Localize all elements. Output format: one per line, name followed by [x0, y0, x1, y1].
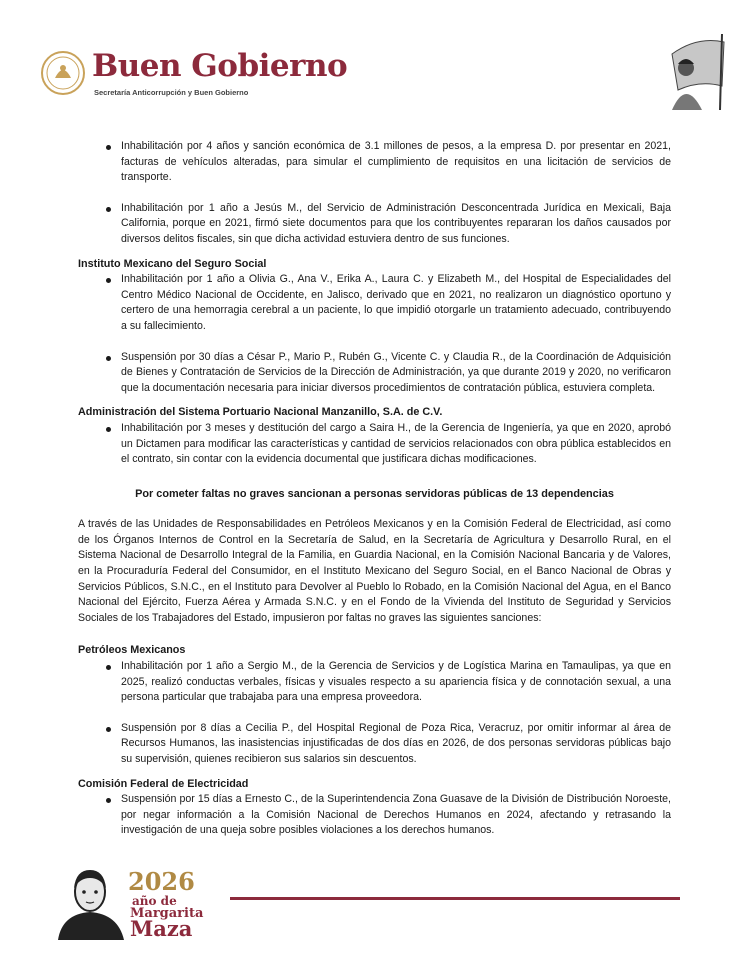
list-item: Inhabilitación por 4 años y sanción económica de 3.1 millones de pesos, a la empresa D. por presentar en 2021, facturas de vehículos alteradas, para simular el cumplimiento de requisitos en una licitación de servicios de transporte.: [78, 139, 671, 186]
woman-with-flag-illustration: [642, 24, 728, 110]
imss-list: [78, 272, 671, 396]
page-header: [40, 36, 720, 106]
cfe-list: [78, 792, 671, 839]
brand-title: Buen Gobierno: [92, 48, 348, 84]
bullet-icon: [106, 427, 111, 432]
spacer: [78, 706, 671, 721]
bullet-icon: [106, 356, 111, 361]
spacer: [78, 186, 671, 201]
section-heading-imss: Instituto Mexicano del Seguro Social: [78, 257, 267, 270]
list-item: Inhabilitación por 1 año a Sergio M., de la Gerencia de Servicios y de Logística Marina en Tamaulipas, ya que en 2025, realizó conductas verbales, físicas y visuales respecto a su apariencia física y de connotación sexual, a una persona particular que trabajaba para una empresa proveedora.: [78, 659, 671, 706]
bullet-icon: [106, 278, 111, 283]
margarita-maza-portrait: [50, 862, 130, 940]
list-item: Inhabilitación por 1 año a Olivia G., Ana V., Erika A., Laura C. y Elizabeth M., del Hospital de Especialidades del Centro Médico Nacional de Occidente, en Jalisco, derivado que en 2021, no realizaron un diagnóstico oportuno y certero de una hemorragia cerebral a un paciente, lo que impidió otorgarle un tratamiento adecuado, contribuyendo a su fallecimiento.: [78, 272, 671, 334]
bullet-icon: [106, 207, 111, 212]
bullet-icon: [106, 727, 111, 732]
spacer: [78, 335, 671, 350]
footer-divider: [230, 897, 680, 900]
section-heading-pemex: Petróleos Mexicanos: [78, 644, 186, 657]
list-item: Inhabilitación por 3 meses y destitución del cargo a Saira H., de la Gerencia de Ingeniería, ya que en 2020, aprobó un Dictamen para modificar las características y cantidad de servicios relacionados con obra pública establecidos en el contrato, sin contar con la evidencia documental que justificara dichas modificaciones.: [78, 421, 671, 468]
intro-list: [78, 139, 671, 248]
footer-year: 2026: [128, 867, 195, 896]
section-title: Por cometer faltas no graves sancionan a personas servidoras públicas de 13 dependencias: [135, 487, 614, 500]
pemex-list: [78, 659, 671, 768]
bullet-icon: [106, 145, 111, 150]
section-heading-api: Administración del Sistema Portuario Nacional Manzanillo, S.A. de C.V.: [78, 406, 443, 419]
brand-subtitle: Secretaría Anticorrupción y Buen Gobierno: [94, 88, 249, 97]
national-seal-icon: [40, 50, 86, 96]
footer-line-maza: Maza: [130, 916, 193, 941]
section-heading-cfe: Comisión Federal de Electricidad: [78, 777, 249, 790]
list-item: Suspensión por 8 días a Cecilia P., del Hospital Regional de Poza Rica, Veracruz, por omitir informar al área de Recursos Humanos, las inasistencias injustificadas de dos días en 2026, de dos personas servidoras públicas bajo su supervisión, quienes recibieron sus salarios sin descuentos.: [78, 721, 671, 768]
api-list: [78, 421, 671, 468]
document-body: [78, 139, 671, 839]
bullet-icon: [106, 665, 111, 670]
list-item: Suspensión por 15 días a Ernesto C., de la Superintendencia Zona Guasave de la División de Distribución Noroeste, por negar información a la Comisión Nacional de Derechos Humanos en 2024, afectando y retrasando la investigación de una queja sobre posibles violaciones a los derechos humanos.: [78, 792, 671, 839]
list-item: Inhabilitación por 1 año a Jesús M., del Servicio de Administración Desconcentrada Jurídica en Mexicali, Baja California, porque en 2021, firmó siete documentos para que los contribuyentes repararan los daños causados por diversos delitos fiscales, sin que dicha actividad estuviera dentro de sus funciones.: [78, 201, 671, 248]
body-paragraph: A través de las Unidades de Responsabilidades en Petróleos Mexicanos y en la Comisión Federal de Electricidad, así como de los Órganos Internos de Control en la Secretaría de Salud, en la Secretaría de Agricultura y Desarrollo Rural, en el Sistema Nacional de Desarrollo Integral de la Familia, en Guardia Nacional, en la Comisión Nacional Bancaria y de Valores, en la Procuraduría Federal del Consumidor, en el Instituto Mexicano del Seguro Social, en el Banco Nacional de Obras y Servicios Públicos, S.N.C., en el Instituto para Devolver al Pueblo lo Robado, en la Comisión Nacional del Agua, en el Banco Nacional del Ejército, Fuerza Aérea y Armada S.N.C. y en el Fondo de la Vivienda del Instituto de Seguridad y Servicios Sociales de los Trabajadores del Estado, impusieron por faltas no graves las siguientes sanciones:: [78, 518, 671, 624]
footer-line-ano: año de: [132, 894, 177, 908]
list-item: Suspensión por 30 días a César P., Mario P., Rubén G., Vicente C. y Claudia R., de la Coordinación de Adquisición de Bienes y Contratación de Servicios de la Dirección de Administración, ya que durante 2019 y 2020, no verificaron que la documentación necesaria para iniciar diversos procedimientos de contratación pública, estuviera completa.: [78, 350, 671, 397]
bullet-icon: [106, 798, 111, 803]
footer-line-margarita: Margarita: [130, 906, 204, 921]
